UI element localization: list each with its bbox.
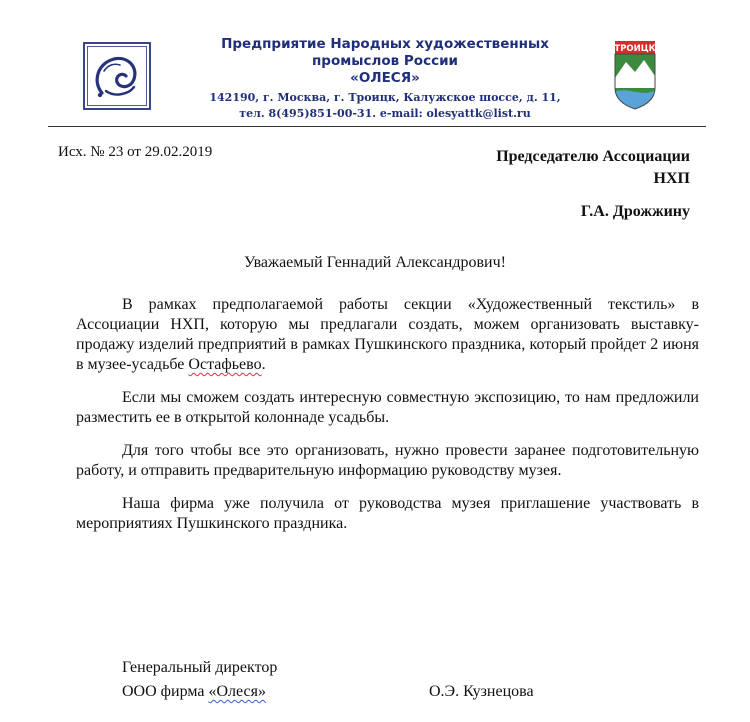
company-prefix: ООО фирма	[122, 683, 209, 700]
org-name-line1: Предприятие Народных художественных	[221, 36, 549, 52]
signer-company	[122, 680, 277, 704]
greeting: Уважаемый Геннадий Александрович!	[244, 254, 506, 271]
recipient-line1: Председателю Ассоциации	[496, 148, 690, 165]
letter-body	[76, 295, 699, 547]
header-divider	[48, 126, 706, 127]
signature-block	[122, 656, 277, 704]
place-name: Остафьево	[188, 356, 262, 373]
signer-name: О.Э. Кузнецова	[429, 683, 534, 700]
emblem-label: ТРОИЦК	[614, 44, 656, 54]
outgoing-reference: Исх. № 23 от 29.02.2019	[58, 144, 213, 160]
letterhead	[190, 36, 580, 122]
signer-position: Генеральный директор	[122, 659, 278, 676]
paragraph-1-text: В рамках предполагаемой работы секции «Художественный текстиль» в Ассоциации НХП, которую мы предлагали создать, можем организовать выставку-продажу изделий предприятий в рамках Пушкинского праздника, который пройдет 2 июня в музее-усадьбе	[76, 296, 699, 373]
company-name: «Олеся»	[208, 683, 266, 700]
org-address: 142190, г. Москва, г. Троицк, Калужское шоссе, д. 11,	[209, 91, 561, 104]
company-logo-icon	[82, 41, 152, 111]
org-name-line2: промыслов России	[311, 53, 458, 69]
org-name-line3: «ОЛЕСЯ»	[350, 70, 420, 86]
paragraph-3: Для того чтобы все это организовать, нужно провести заранее подготовительную работу, и отправить предварительную информацию руководству музея.	[76, 442, 699, 479]
recipient-name: Г.А. Дрожжину	[580, 203, 690, 220]
paragraph-2: Если мы сможем создать интересную совместную экспозицию, то нам предложили разместить ее в открытой колоннаде усадьбы.	[76, 389, 699, 426]
recipient-block	[496, 146, 690, 223]
org-contacts: тел. 8(495)851-00-31. e-mail: olesyattk@list.ru	[239, 107, 531, 120]
paragraph-1-end: .	[261, 356, 266, 373]
paragraph-1	[76, 295, 699, 375]
paragraph-4: Наша фирма уже получила от руководства музея приглашение участвовать в мероприятиях Пушкинского праздника.	[76, 495, 699, 532]
recipient-line2: НХП	[653, 170, 690, 187]
city-emblem-icon	[612, 40, 658, 110]
